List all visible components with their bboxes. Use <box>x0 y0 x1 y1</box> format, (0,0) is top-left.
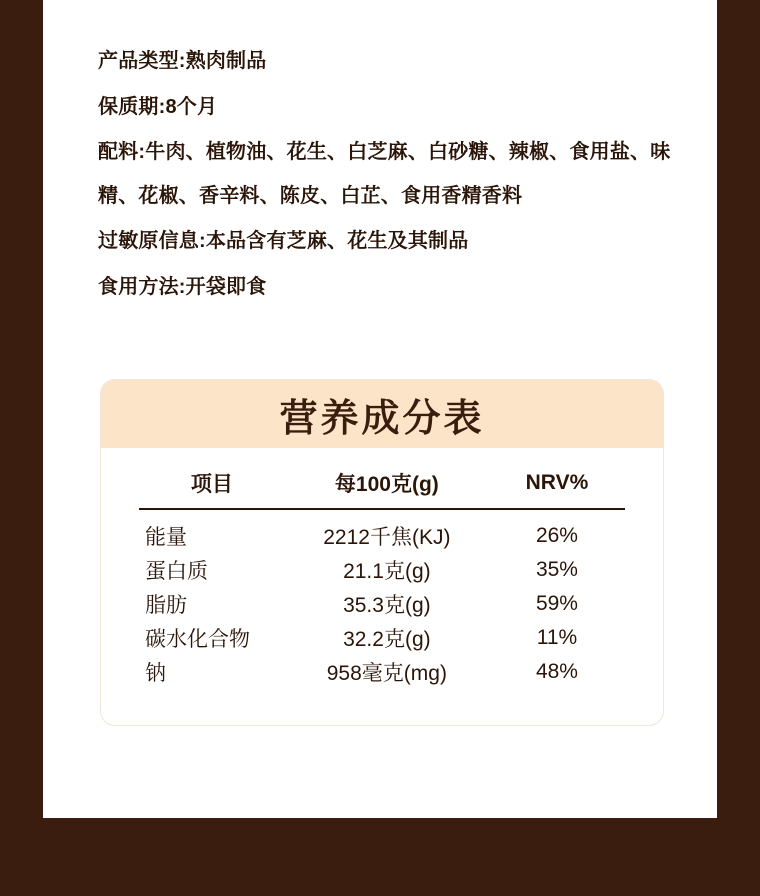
cell-amount: 2212千焦(KJ) <box>323 526 451 549</box>
header-amount: 每100克(g) <box>334 473 439 496</box>
header-nrv: NRV% <box>525 471 589 494</box>
info-line-ingredients: 配料:牛肉、植物油、花生、白芝麻、白砂糖、辣椒、食用盐、味精、花椒、香辛料、陈皮、白芷、食用香精香料 <box>98 141 671 207</box>
table-row <box>139 509 625 553</box>
table-row <box>139 621 625 655</box>
cell-nrv: 35% <box>535 558 578 581</box>
nutrition-facts-panel <box>101 380 663 725</box>
cell-nrv: 48% <box>535 660 578 683</box>
cell-amount: 32.2克(g) <box>343 628 431 651</box>
info-line-product-type: 产品类型:熟肉制品 <box>98 50 267 72</box>
info-line-allergen: 过敏原信息:本品含有芝麻、花生及其制品 <box>98 230 469 252</box>
cell-nrv: 59% <box>535 592 578 615</box>
cell-item: 钠 <box>145 662 166 685</box>
cell-item: 脂肪 <box>145 594 187 617</box>
cell-amount: 21.1克(g) <box>343 560 431 583</box>
cell-item: 蛋白质 <box>145 560 208 583</box>
cell-nrv: 26% <box>535 524 578 547</box>
nutrition-table-wrapper <box>101 448 663 725</box>
cell-item: 碳水化合物 <box>145 628 250 651</box>
info-line-serving-method: 食用方法:开袋即食 <box>98 276 267 298</box>
header-item: 项目 <box>190 473 233 496</box>
nutrition-table-body <box>139 509 625 689</box>
label-card <box>43 0 717 818</box>
info-line-shelf-life: 保质期:8个月 <box>98 96 218 118</box>
nutrition-title: 营养成分表 <box>279 397 485 440</box>
table-row <box>139 655 625 689</box>
cell-nrv: 11% <box>536 626 578 649</box>
table-header-row <box>139 458 625 509</box>
cell-item: 能量 <box>145 526 187 549</box>
nutrition-table <box>139 458 625 689</box>
nutrition-title-band <box>101 380 663 448</box>
table-row <box>139 587 625 621</box>
product-info-block <box>98 38 703 310</box>
nutrition-table-head <box>139 458 625 509</box>
cell-amount: 958毫克(mg) <box>326 662 447 685</box>
cell-amount: 35.3克(g) <box>343 594 431 617</box>
table-row <box>139 553 625 587</box>
